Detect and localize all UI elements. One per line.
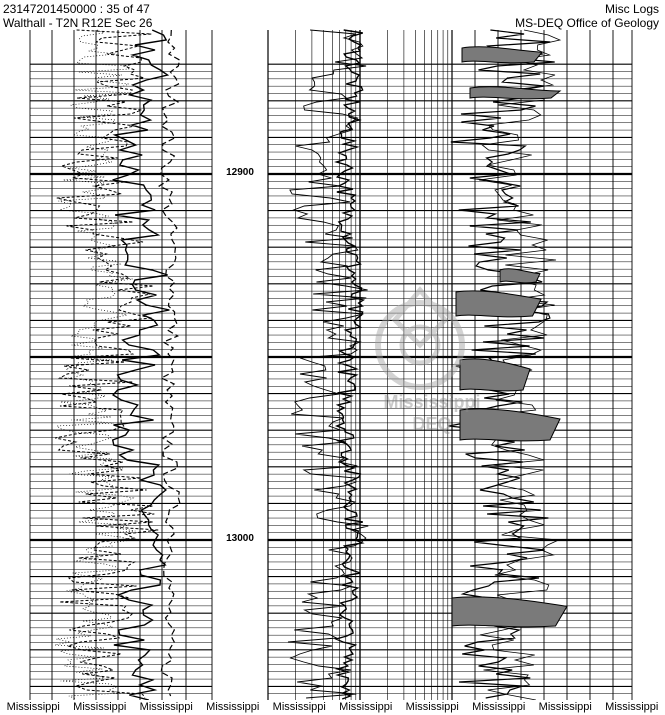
depth-label: 13000 [226, 533, 254, 544]
footer-watermark-text: Mississippi [405, 701, 459, 713]
shaded-crossover [452, 597, 567, 627]
well-id-label: 23147201450000 : 35 of 47 [3, 2, 150, 16]
footer-watermark-text: Mississippi [139, 701, 193, 713]
log-curves [55, 30, 567, 700]
shaded-crossover [460, 359, 530, 391]
shaded-crossover [462, 47, 542, 63]
footer-watermark-text: Mississippi [472, 701, 526, 713]
watermark-line2: DEQ [412, 414, 452, 434]
well-location-label: Walthall - T2N R12E Sec 26 [3, 16, 153, 30]
shaded-crossover [470, 87, 560, 99]
footer-watermark-text: Mississippi [206, 701, 260, 713]
log-type-label: Misc Logs [604, 2, 659, 16]
shaded-crossover [460, 409, 560, 441]
shaded-crossover [456, 291, 541, 317]
shaded-crossover [500, 269, 540, 283]
footer-repeat-band [0, 700, 665, 715]
watermark-line1: Mississippi [383, 392, 481, 412]
footer-watermark-text: Mississippi [6, 701, 60, 713]
depth-label: 12900 [226, 167, 254, 178]
footer-watermark-text: Mississippi [605, 701, 659, 713]
curve-left-solid [113, 30, 170, 700]
footer-watermark-text: Mississippi [73, 701, 127, 713]
agency-label: MS-DEQ Office of Geology [515, 16, 659, 30]
footer-watermark-text: Mississippi [272, 701, 326, 713]
footer-watermark-text: Mississippi [538, 701, 592, 713]
log-grid [30, 30, 632, 700]
footer-watermark-text: Mississippi [339, 701, 393, 713]
